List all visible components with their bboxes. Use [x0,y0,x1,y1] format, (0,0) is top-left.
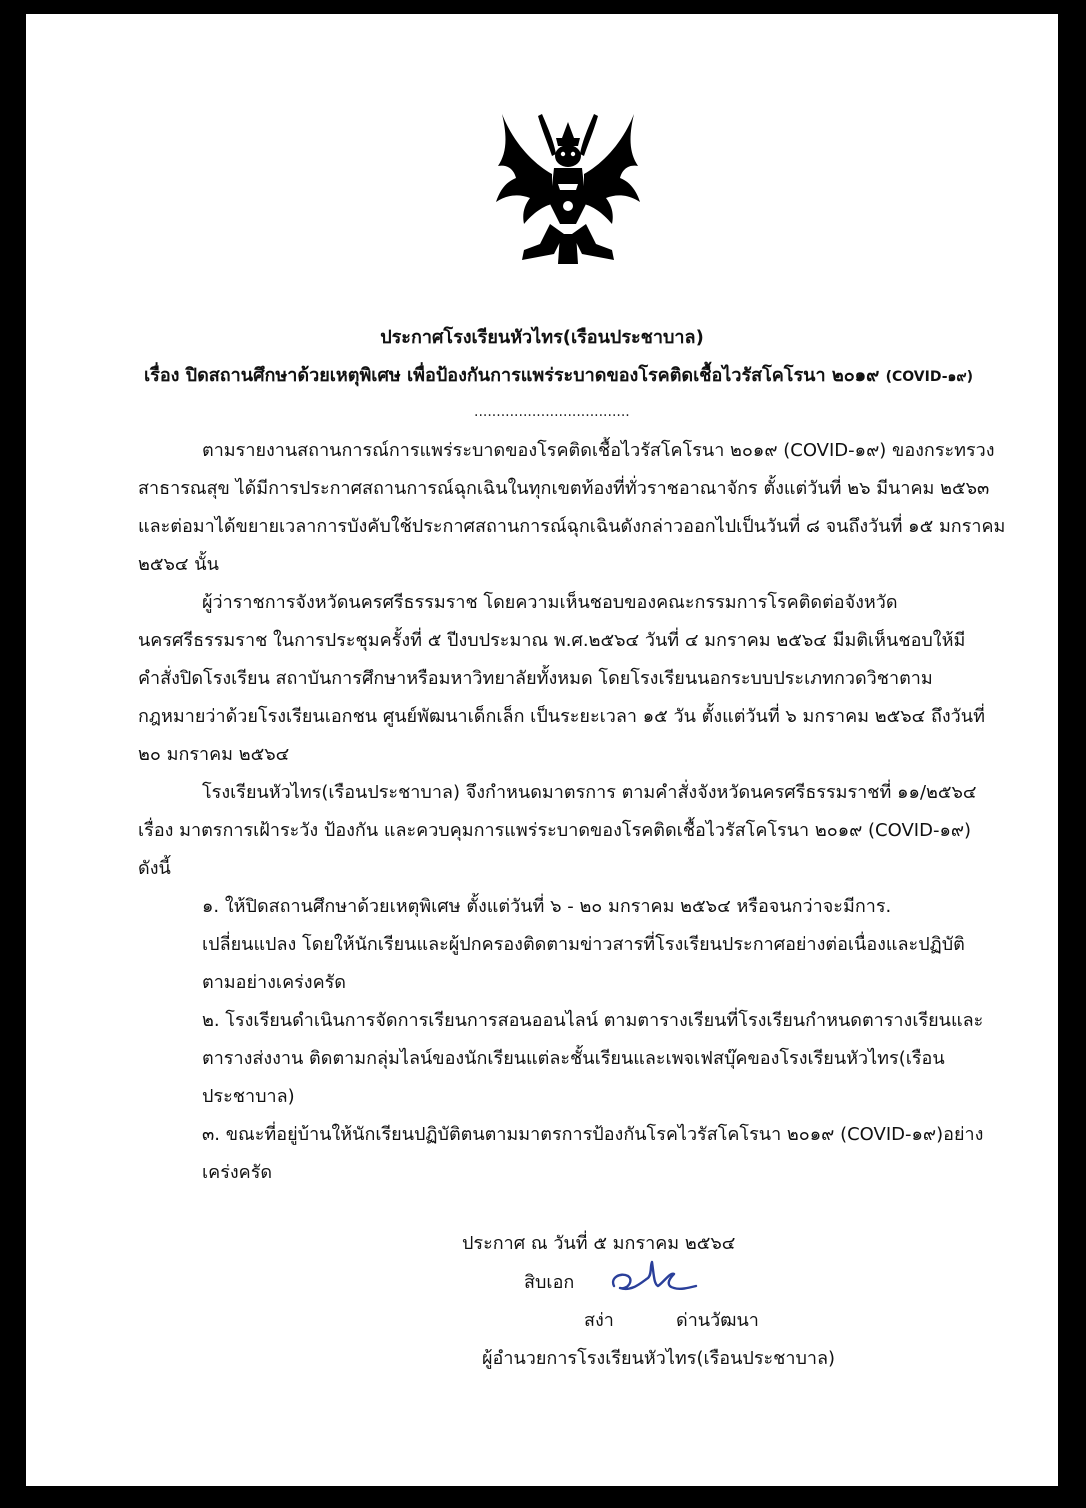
subject-suffix: (COVID-๑๙) [885,369,974,385]
signer-position: ผู้อำนวยการโรงเรียนหัวไทร(เรือนประชาบาล) [482,1348,836,1369]
measure-line: ๓. ขณะที่อยู่บ้านให้นักเรียนปฏิบัติตนตามมาตรการป้องกันโรคไวรัสโคโรนา ๒๐๑๙ (COVID-๑๙)อย่าง [202,1124,984,1145]
measure-line: ตารางส่งงาน ติดตามกลุ่มไลน์ของนักเรียนแต่ละชั้นเรียนและเพจเฟสบุ๊คของโรงเรียนหัวไทร(เรือน [202,1048,945,1069]
paragraph-line: และต่อมาได้ขยายเวลาการบังคับใช้ประกาศสถานการณ์ฉุกเฉินดังกล่าวออกไปเป็นวันที่ ๘ จนถึงวันที่ ๑๕ มกราคม [138,516,1006,537]
paragraph-line: ๒๐ มกราคม ๒๕๖๔ [138,744,290,765]
handwritten-signature [608,1252,700,1302]
paragraph-line: คำสั่งปิดโรงเรียน สถาบันการศึกษาหรือมหาวิทยาลัยทั้งหมด โดยโรงเรียนนอกระบบประเภทกวดวิชาตาม [138,668,933,689]
paragraph-line: กฎหมายว่าด้วยโรงเรียนเอกชน ศูนย์พัฒนาเด็กเล็ก เป็นระยะเวลา ๑๕ วัน ตั้งแต่วันที่ ๖ มกราคม ๒๕๖๔ ถึงวันที่ [138,706,985,727]
document-page [26,14,1058,1486]
measure-line: ประชาบาล) [202,1086,295,1107]
paragraph-line: โรงเรียนหัวไทร(เรือนประชาบาล) จึงกำหนดมาตรการ ตามคำสั่งจังหวัดนครศรีธรรมราชที่ ๑๑/๒๕๖๔ [202,782,977,803]
announcement-date: ประกาศ ณ วันที่ ๕ มกราคม ๒๕๖๔ [462,1233,736,1254]
signer-first-name: สง่า [584,1310,614,1331]
paragraph-line: นครศรีธรรมราช ในการประชุมครั้งที่ ๕ ปีงบประมาณ พ.ศ.๒๕๖๔ วันที่ ๔ มกราคม ๒๕๖๔ มีมติเห็นชอบให้มี [138,630,966,651]
measure-line: ๑. ให้ปิดสถานศึกษาด้วยเหตุพิเศษ ตั้งแต่วันที่ ๖ - ๒๐ มกราคม ๒๕๖๔ หรือจนกว่าจะมีการ. [202,896,892,917]
measure-line: เปลี่ยนแปลง โดยให้นักเรียนและผู้ปกครองติดตามข่าวสารที่โรงเรียนประกาศอย่างต่อเนื่องและปฏิบัติ [202,934,965,955]
subject-text: เรื่อง ปิดสถานศึกษาด้วยเหตุพิเศษ เพื่อป้องกันการแพร่ระบาดของโรคติดเชื้อไวรัสโคโรนา ๒๐๑๙ [144,365,880,386]
announcement-subject [144,363,973,390]
paragraph-line: เรื่อง มาตรการเฝ้าระวัง ป้องกัน และควบคุมการแพร่ระบาดของโรคติดเชื้อไวรัสโคโรนา ๒๐๑๙ (COVID-๑๙) [138,820,972,841]
measure-line: ๒. โรงเรียนดำเนินการจัดการเรียนการสอนออนไลน์ ตามตารางเรียนที่โรงเรียนกำหนดตารางเรียนและ [202,1010,984,1031]
announcement-title: ประกาศโรงเรียนหัวไทร(เรือนประชาบาล) [380,327,704,348]
measure-line: ตามอย่างเคร่งครัด [202,972,346,993]
signer-rank: สิบเอก [524,1272,575,1293]
separator-line: ................................... [474,404,630,420]
paragraph-line: สาธารณสุข ได้มีการประกาศสถานการณ์ฉุกเฉินในทุกเขตท้องที่ทั่วราชอาณาจักร ตั้งแต่วันที่ ๒๖ มีนาคม ๒๕๖๓ [138,478,990,499]
paragraph-line: ดังนี้ [138,858,171,879]
garuda-emblem-icon [494,94,642,269]
paragraph-line: ตามรายงานสถานการณ์การแพร่ระบาดของโรคติดเชื้อไวรัสโคโรนา ๒๐๑๙ (COVID-๑๙) ของกระทรวง [202,440,995,461]
paragraph-line: ๒๕๖๔ นั้น [138,554,219,575]
paragraph-line: ผู้ว่าราชการจังหวัดนครศรีธรรมราช โดยความเห็นชอบของคณะกรรมการโรคติดต่อจังหวัด [202,592,898,613]
signer-last-name: ด่านวัฒนา [676,1310,759,1331]
measure-line: เคร่งครัด [202,1162,273,1183]
